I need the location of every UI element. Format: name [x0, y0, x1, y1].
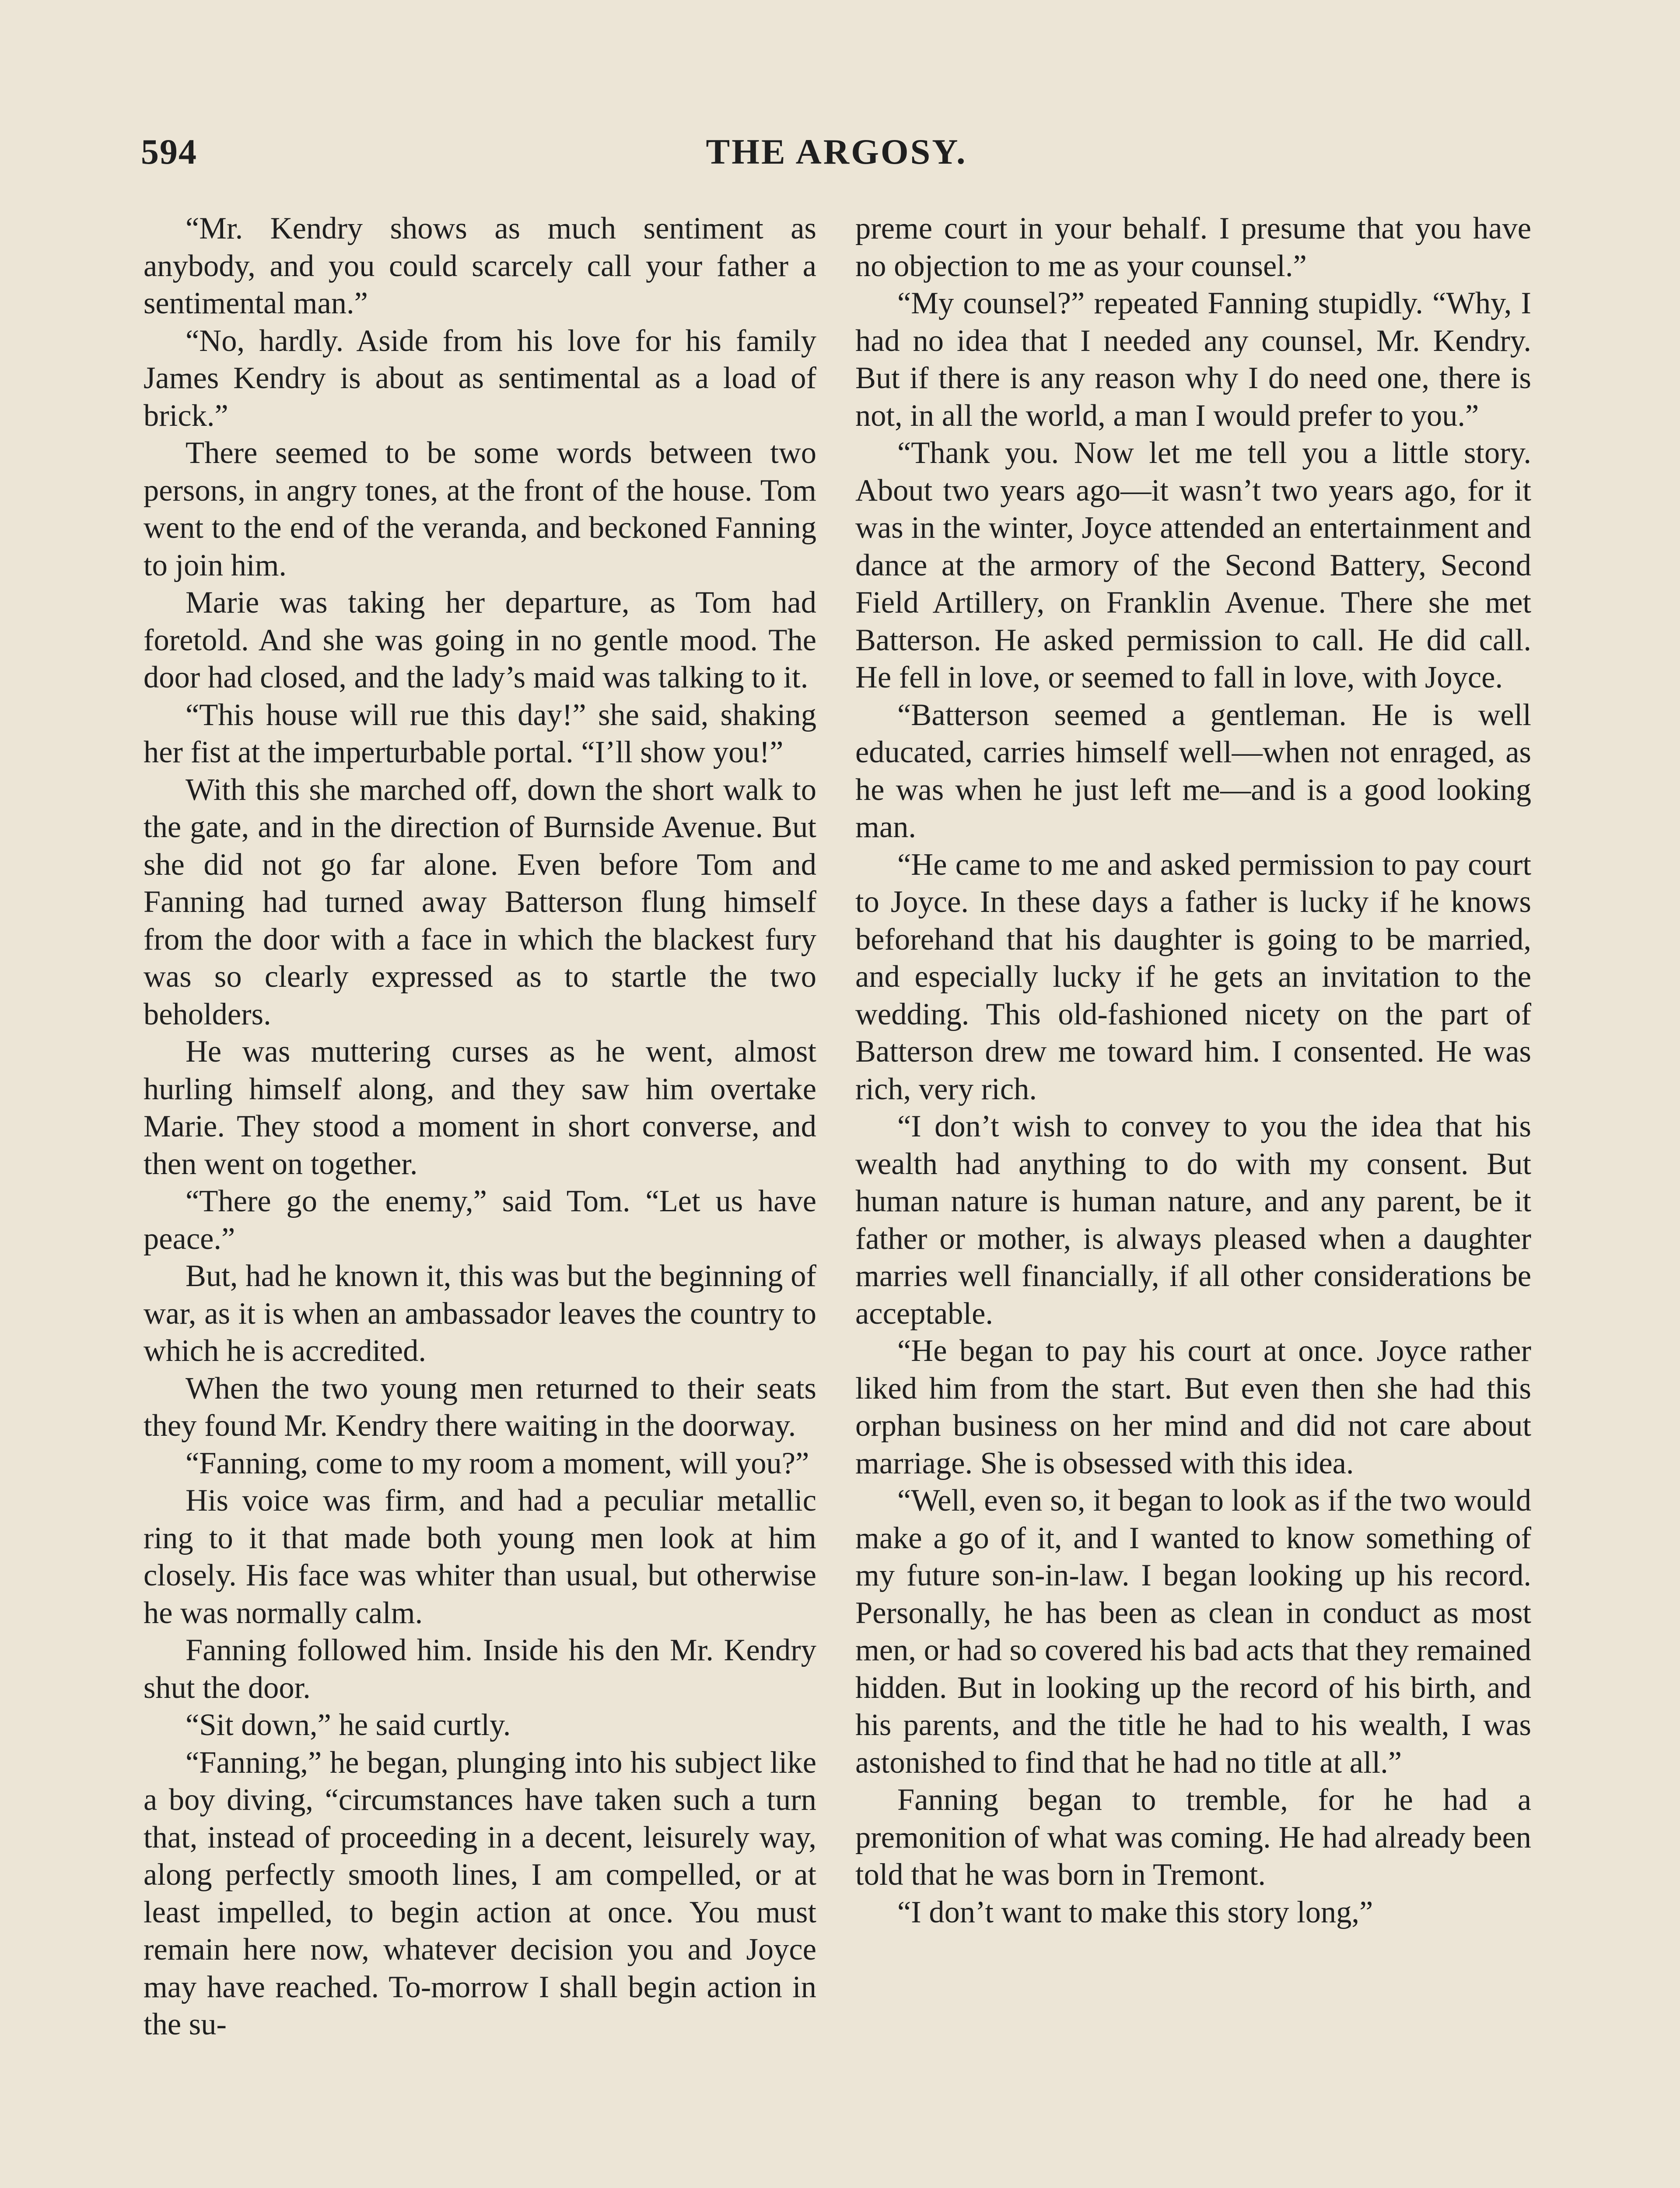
paragraph: “This house will rue this day!” she said, shaking her fist at the imperturbable portal. “I’ll show you!”: [144, 698, 816, 769]
paragraph: His voice was firm, and had a peculiar metallic ring to it that made both young men look at him closely. His face was whiter than usual, but otherwise he was normally calm.: [144, 1483, 816, 1630]
paragraph: “I don’t want to make this story long,”: [897, 1895, 1373, 1929]
page-number: 594: [141, 132, 197, 172]
paragraph: “I don’t wish to convey to you the idea that his wealth had anything to do with my consent. But human nature is human nature, and any parent, be it father or mother, is always pleased when a daughter marries well financially, if all other considerations be acceptable.: [855, 1109, 1531, 1331]
left-column: [144, 210, 816, 2044]
paragraph: “There go the enemy,” said Tom. “Let us have peace.”: [144, 1184, 816, 1256]
paragraph: He was muttering curses as he went, almost hurling himself along, and they saw him overtake Marie. They stood a moment in short converse, and then went on together.: [144, 1034, 816, 1181]
paragraph: “Fanning,” he began, plunging into his subject like a boy diving, “circumstances have taken such a turn that, instead of proceeding in a decent, leisurely way, along perfectly smooth lines, I am compelled, or at least impelled, to begin action at once. You must remain here now, whatever decision you and Joyce may have reached. To-morrow I shall begin action in the su-: [144, 1745, 816, 2041]
paragraph: Marie was taking her departure, as Tom had foretold. And she was going in no gentle mood. The door had closed, and the lady’s maid was talking to it.: [144, 586, 816, 694]
continued-paragraph: preme court in your behalf. I presume that you have no objection to me as your counsel.”: [855, 211, 1531, 283]
paragraph: “Thank you. Now let me tell you a little story. About two years ago—it wasn’t two years ago, for it was in the winter, Joyce attended an entertainment and dance at the armory of the Second Battery, Second Field Artillery, on Franklin Avenue. There she met Batterson. He asked permission to call. He did call. He fell in love, or seemed to fall in love, with Joyce.: [855, 436, 1531, 694]
paragraph: “No, hardly. Aside from his love for his family James Kendry is about as sentimental as a load of brick.”: [144, 323, 816, 433]
paragraph: With this she marched off, down the short walk to the gate, and in the direction of Burnside Avenue. But she did not go far alone. Even before Tom and Fanning had turned away Batterson flung himself from the door with a face in which the blackest fury was so clearly expressed as to startle the two beholders.: [144, 772, 816, 1031]
paragraph: “Sit down,” he said curtly.: [186, 1708, 511, 1742]
paragraph: Fanning followed him. Inside his den Mr. Kendry shut the door.: [144, 1633, 816, 1705]
paragraph: “He began to pay his court at once. Joyce rather liked him from the start. But even then she had this orphan business on her mind and did not care about marriage. She is obsessed with this idea.: [855, 1334, 1531, 1480]
page-header: [141, 131, 1532, 184]
paragraph: “Mr. Kendry shows as much sentiment as anybody, and you could scarcely call your father a sentimental man.”: [144, 211, 816, 320]
paragraph: “Batterson seemed a gentleman. He is well educated, carries himself well—when not enraged, as he was when he just left me—and is a good looking man.: [855, 698, 1531, 844]
paragraph: But, had he known it, this was but the beginning of war, as it is when an ambassador leaves the country to which he is accredited.: [144, 1259, 816, 1368]
running-head: THE ARGOSY.: [706, 132, 967, 172]
paragraph: “Fanning, come to my room a moment, will you?”: [186, 1446, 809, 1480]
paragraph: “My counsel?” repeated Fanning stupidly. “Why, I had no idea that I needed any counsel, Mr. Kendry. But if there is any reason why I do need one, there is not, in all the world, a man I would prefer to you.”: [855, 286, 1531, 433]
paragraph: “He came to me and asked permission to pay court to Joyce. In these days a father is lucky if he knows beforehand that his daughter is going to be married, and especially lucky if he gets an invitation to the wedding. This old-fashioned nicety on the part of Batterson drew me toward him. I consented. He was rich, very rich.: [855, 847, 1531, 1106]
paragraph: There seemed to be some words between two persons, in angry tones, at the front of the house. Tom went to the end of the veranda, and beckoned Fanning to join him.: [144, 436, 816, 582]
right-column: [855, 210, 1531, 1931]
paragraph: “Well, even so, it began to look as if the two would make a go of it, and I wanted to know something of my future son-in-law. I began looking up his record. Personally, he has been as clean in conduct as most men, or had so covered his bad acts that they remained hidden. But in looking up the record of his birth, and his parents, and the title he had to his wealth, I was astonished to find that he had no title at all.”: [855, 1483, 1531, 1780]
paragraph: Fanning began to tremble, for he had a premonition of what was coming. He had already been told that he was born in Tremont.: [855, 1783, 1531, 1892]
paragraph: When the two young men returned to their seats they found Mr. Kendry there waiting in the doorway.: [144, 1371, 816, 1443]
